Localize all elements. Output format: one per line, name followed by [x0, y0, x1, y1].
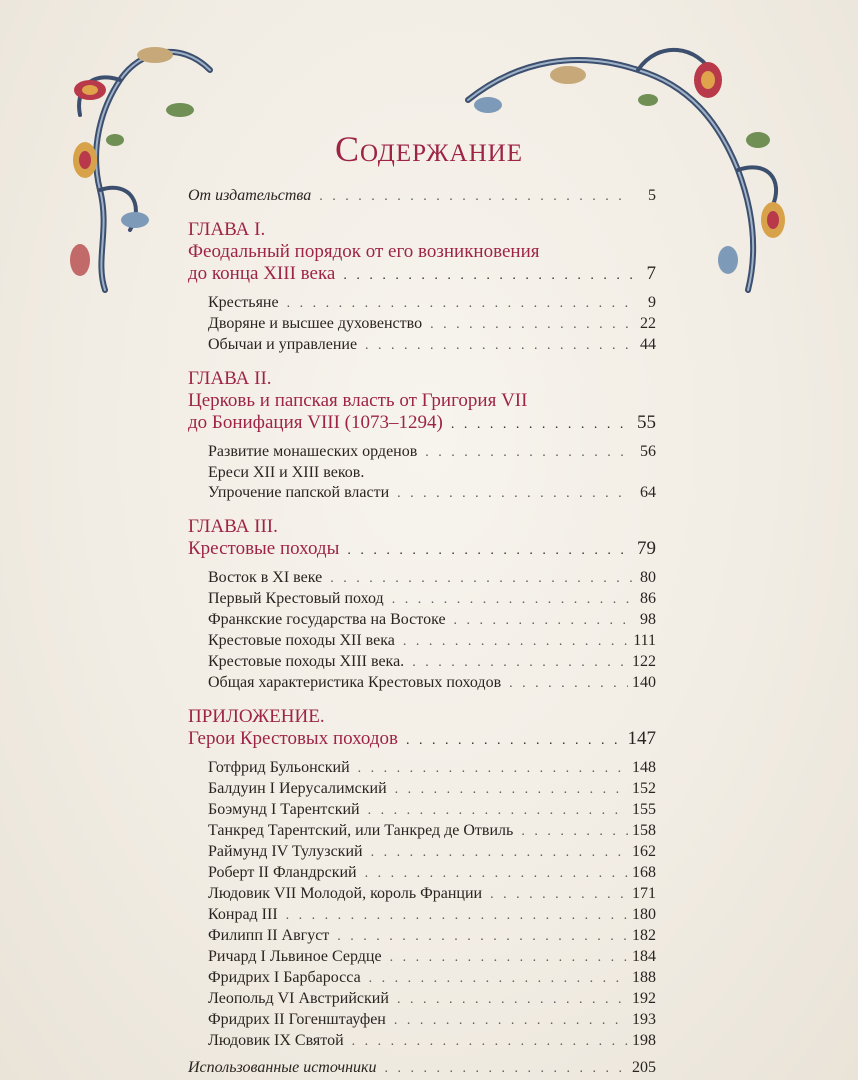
page-title: Содержание: [334, 129, 523, 169]
chapter-1-heading: ГЛАВА I.: [188, 219, 266, 240]
chapter-1-title-line1: Феодальный порядок от его возникновения: [188, 241, 540, 262]
toc-entry-chapter-2[interactable]: до Бонифация VIII (1073–1294) . . . 55: [188, 412, 656, 436]
appendix-heading: ПРИЛОЖЕНИЕ.: [188, 706, 325, 727]
toc-entry[interactable]: Крестовые походы XII века . . . 111: [188, 631, 656, 652]
toc-entry[interactable]: Боэмунд I Тарентский . . . 155: [188, 800, 656, 821]
toc-entry[interactable]: Крестьяне . . . 9: [188, 293, 656, 314]
toc-entry-chapter-1[interactable]: до конца XIII века . . . 7: [188, 263, 656, 287]
toc-entry[interactable]: Фридрих II Гогенштауфен . . . 193: [188, 1010, 656, 1031]
toc-entry[interactable]: Конрад III . . . 180: [188, 905, 656, 926]
toc-entry[interactable]: Франкские государства на Востоке . . . 98: [188, 610, 656, 631]
chapter-2-title-line1: Церковь и папская власть от Григория VII: [188, 390, 528, 411]
toc-entry[interactable]: Первый Крестовый поход . . . 86: [188, 589, 656, 610]
toc-entry[interactable]: Крестовые походы XIII века. . . . 122: [188, 652, 656, 673]
toc-entry[interactable]: Общая характеристика Крестовых походов . . . 140: [188, 673, 656, 694]
toc-entry[interactable]: Людовик IX Святой . . . 198: [188, 1031, 656, 1052]
toc-entry[interactable]: Ричард I Львиное Сердце . . . 184: [188, 947, 656, 968]
toc-entry[interactable]: Фридрих I Барбаросса . . . 188: [188, 968, 656, 989]
toc-entry[interactable]: Упрочение папской власти . . . 64: [188, 483, 656, 504]
toc-entry[interactable]: Обычаи и управление . . . 44: [188, 335, 656, 356]
toc-entry-sources[interactable]: Использованные источники . . . 205: [188, 1058, 656, 1079]
toc-entry-appendix[interactable]: Герои Крестовых походов . . . 147: [188, 728, 656, 752]
toc-entry-heresies[interactable]: Ереси XII и XIII веков.: [208, 464, 365, 481]
toc-entry-chapter-3[interactable]: Крестовые походы . . . 79: [188, 538, 656, 562]
chapter-2-heading: ГЛАВА II.: [188, 368, 272, 389]
toc-entry[interactable]: Готфрид Бульонский . . . 148: [188, 758, 656, 779]
toc-entry[interactable]: Танкред Тарентский, или Танкред де Отвиль . . . 158: [188, 821, 656, 842]
toc-entry[interactable]: Балдуин I Иерусалимский . . . 152: [188, 779, 656, 800]
toc-entry[interactable]: Филипп II Август . . . 182: [188, 926, 656, 947]
toc-entry[interactable]: Дворяне и высшее духовенство . . . 22: [188, 314, 656, 335]
toc-entry-publisher[interactable]: От издательства . . . 5: [188, 186, 656, 207]
chapter-3-heading: ГЛАВА III.: [188, 516, 278, 537]
toc-entry[interactable]: Раймунд IV Тулузский . . . 162: [188, 842, 656, 863]
toc-entry[interactable]: Людовик VII Молодой, король Франции . . . 171: [188, 884, 656, 905]
toc-entry[interactable]: Леопольд VI Австрийский . . . 192: [188, 989, 656, 1010]
table-of-contents: [188, 186, 656, 1079]
toc-entry[interactable]: Роберт II Фландрский . . . 168: [188, 863, 656, 884]
toc-entry[interactable]: Развитие монашеских орденов . . . 56: [188, 442, 656, 463]
toc-entry[interactable]: Восток в XI веке . . . 80: [188, 568, 656, 589]
